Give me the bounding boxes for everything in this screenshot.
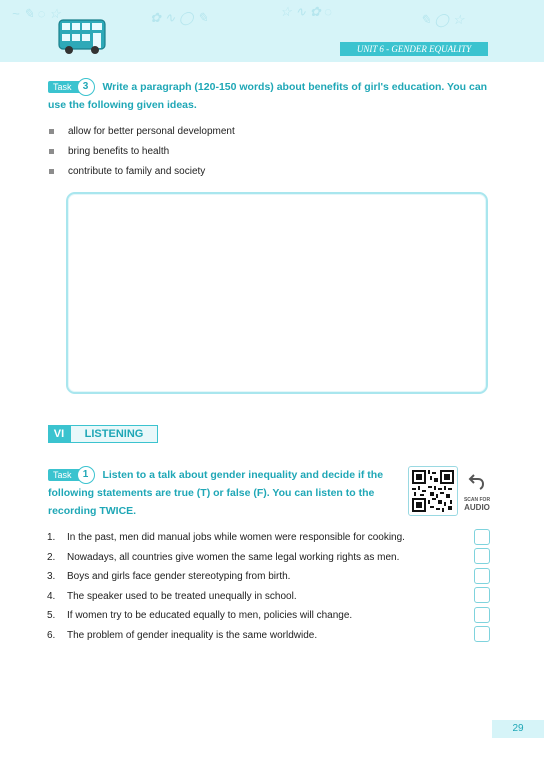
section-header [48,425,158,443]
qr-code[interactable] [408,466,458,516]
task3-instruction-line2: use the following given ideas. [48,99,197,111]
statement-number: 4. [47,590,56,602]
statement-number: 3. [47,571,56,582]
answer-checkbox[interactable] [474,587,490,603]
statement-text: Nowadays, all countries give women the same legal working rights as men. [67,551,400,563]
answer-checkbox[interactable] [474,568,490,584]
task3-instruction [48,78,494,114]
unit-label: UNIT 6 - GENDER EQUALITY [340,42,488,56]
banner-decoration: ~ ✎ ◌ ☆ [12,6,61,21]
answer-checkbox[interactable] [474,548,490,564]
statement-text: The problem of gender inequality is the same worldwide. [67,629,318,641]
section-title: LISTENING [70,425,158,443]
task-badge-label: Task [53,82,72,93]
page-number: 29 [492,720,544,738]
qr-code-image [412,470,454,512]
scan-for-audio [458,472,496,512]
scan-label-small: SCAN FOR [463,497,491,503]
statements-list [47,530,447,647]
list-item [47,628,447,648]
banner-decoration: ✎ ◯ ☆ [420,12,465,27]
header-banner [0,0,544,62]
task1-instruction-line3: recording TWICE. [48,505,137,517]
list-item [47,589,447,609]
ideas-list [47,124,235,184]
task1-instruction [48,466,400,520]
list-item [47,608,447,628]
statement-text: If women try to be educated equally to men, policies will change. [67,610,353,621]
task-number: 3 [77,78,95,96]
statement-text: In the past, men did manual jobs while women were responsible for cooking. [67,532,405,543]
scan-label-big: AUDIO [464,503,490,512]
statement-number: 1. [47,532,56,543]
answer-checkbox[interactable] [474,607,490,623]
statement-number: 5. [47,610,56,621]
list-item: allow for better personal development [47,124,235,144]
task-badge [48,81,89,93]
banner-decoration: ☆ ∿ ✿ ◌ [280,4,332,19]
section-number: VI [48,425,70,443]
task1-instruction-line2: following statements are true (T) or false (F). You can listen to the [48,487,375,499]
back-arrow-icon [468,472,486,490]
statement-text: Boys and girls face gender stereotyping from birth. [67,571,291,582]
statement-text: The speaker used to be treated unequally in school. [67,590,297,602]
list-item: contribute to family and society [47,164,235,184]
statement-number: 6. [47,629,56,641]
writing-area[interactable] [66,192,488,394]
list-item [47,550,447,570]
bus-icon [58,19,106,55]
task-badge-label: Task [53,470,72,481]
task-number: 1 [77,466,95,484]
task3-instruction-line1: Write a paragraph (120-150 words) about benefits of girl's education. You can [102,81,488,93]
answer-checkbox[interactable] [474,529,490,545]
list-item [47,530,447,550]
banner-decoration: ✿ ∿ ◯ ✎ [150,10,209,25]
task1-instruction-line1: Listen to a talk about gender inequality and decide if the [102,469,384,481]
task-badge [48,469,89,481]
statement-number: 2. [47,551,56,563]
answer-checkbox[interactable] [474,626,490,642]
list-item [47,569,447,589]
list-item: bring benefits to health [47,144,235,164]
